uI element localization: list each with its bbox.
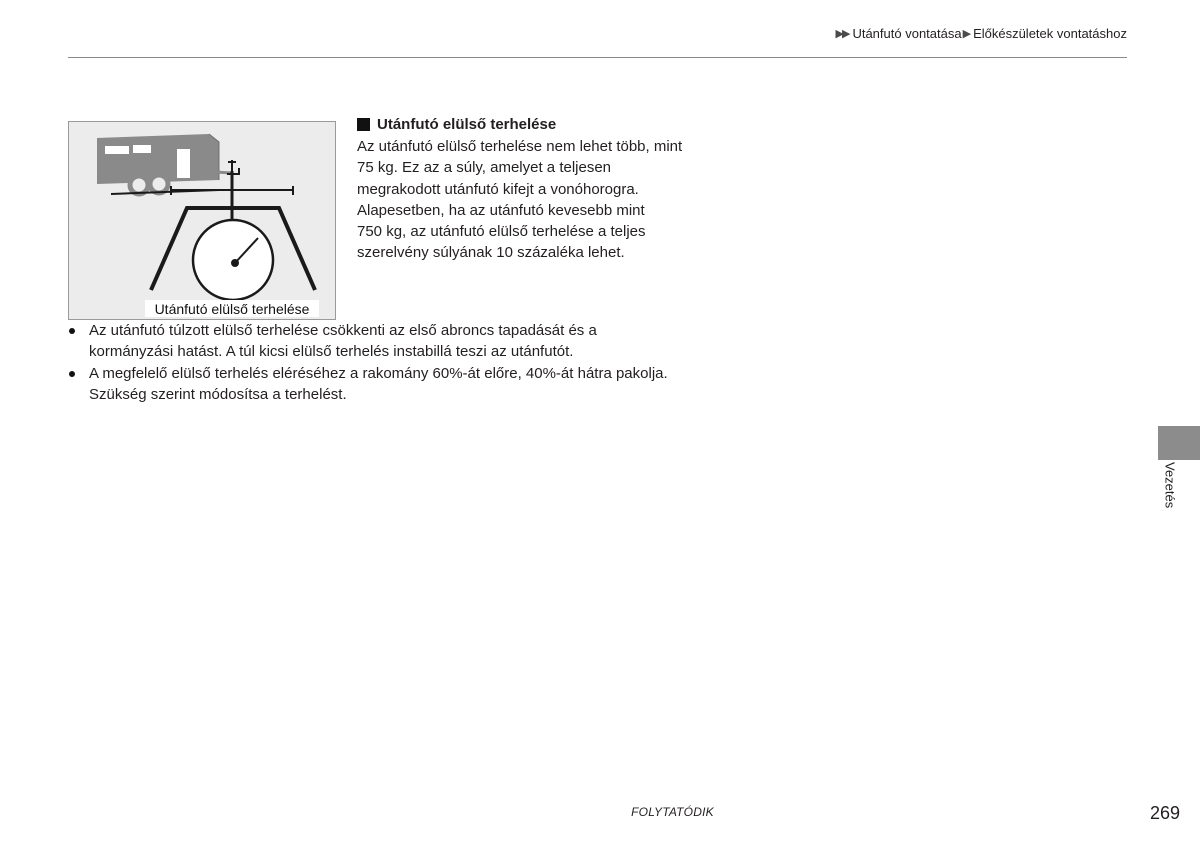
- chapter-tab[interactable]: [1158, 426, 1200, 460]
- tongue-load-illustration: [68, 121, 336, 320]
- header-divider: [68, 57, 1127, 58]
- section-body-line: szerelvény súlyának 10 százaléka lehet.: [357, 244, 625, 262]
- page-number: 269: [1149, 803, 1180, 823]
- section-body-line: megrakodott utánfutó kifejt a vonóhorogra.: [357, 180, 639, 198]
- list-item-line: kormányzási hatást. A túl kicsi elülső terhelés instabillá teszi az utánfutót.: [89, 343, 574, 361]
- breadcrumb: [836, 26, 1127, 41]
- trailer-wheel-2: [150, 175, 168, 193]
- double-triangle-right-icon: ▶▶: [835, 28, 849, 40]
- square-bullet-icon: [357, 118, 370, 131]
- breadcrumb-item-towing[interactable]: Utánfutó vontatása: [852, 26, 962, 41]
- chapter-label: Vezetés: [1162, 462, 1178, 509]
- trailer-scale-drawing: [69, 122, 336, 320]
- list-item: [68, 363, 728, 406]
- bullet-dot-icon: [69, 328, 75, 334]
- triangle-right-icon: ▶: [962, 28, 972, 40]
- tongue-load-section: [357, 116, 717, 264]
- trailer-window-1: [105, 146, 129, 154]
- breadcrumb-item-preparation[interactable]: Előkészületek vontatáshoz: [973, 26, 1127, 41]
- figure-caption: Utánfutó elülső terhelése: [145, 300, 319, 317]
- section-heading: [357, 116, 717, 133]
- trailer-window-2: [133, 145, 151, 153]
- section-body-line: Alapesetben, ha az utánfutó kevesebb mint: [357, 201, 645, 219]
- list-item: [68, 320, 728, 363]
- trailer-door: [177, 149, 190, 178]
- section-heading-text: Utánfutó elülső terhelése: [377, 116, 557, 133]
- section-body-line: Az utánfutó elülső terhelése nem lehet több, mint: [357, 138, 683, 155]
- list-item-line: Szükség szerint módosítsa a terhelést.: [89, 385, 347, 403]
- section-body: [357, 136, 717, 264]
- continued-label: FOLYTATÓDIK: [631, 805, 714, 819]
- list-item-line: A megfelelő elülső terhelés eléréséhez a rakomány 60%-át előre, 40%-át hátra pakolja.: [89, 364, 668, 382]
- list-item-line: Az utánfutó túlzott elülső terhelése csökkenti az első abroncs tapadását és a: [89, 322, 597, 339]
- bullet-dot-icon: [69, 371, 75, 377]
- section-body-line: 750 kg, az utánfutó elülső terhelése a teljes: [357, 223, 646, 241]
- section-body-line: 75 kg. Ez az a súly, amelyet a teljesen: [357, 159, 612, 177]
- bullet-list: [68, 320, 728, 405]
- trailer-wheel-1: [130, 176, 148, 194]
